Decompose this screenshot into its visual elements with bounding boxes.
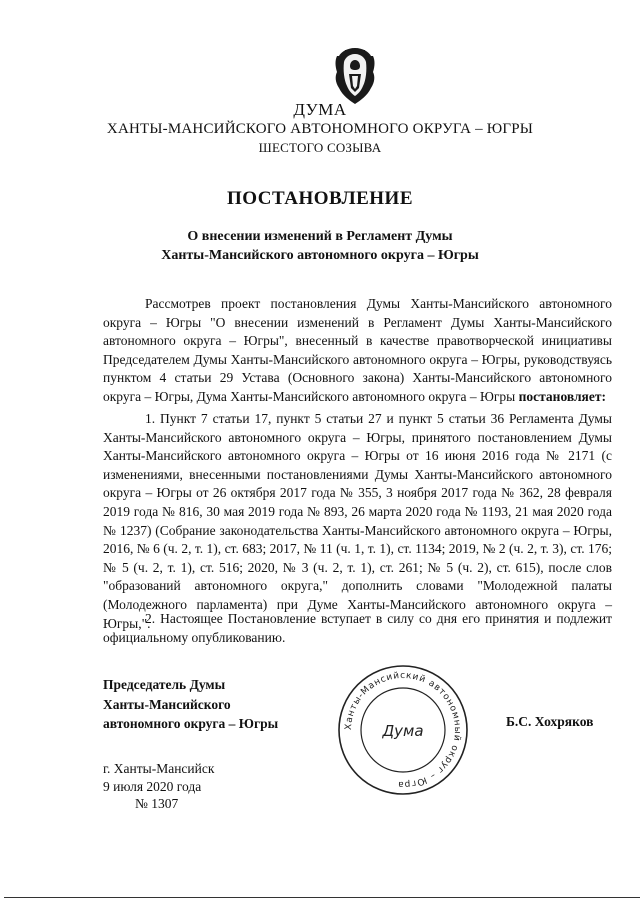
clause-2-paragraph: 2. Настоящее Постановление вступает в силу со дня его принятия и подлежит официальному опубликованию. xyxy=(103,611,612,645)
city: г. Ханты-Мансийск xyxy=(103,761,215,776)
place-date-number xyxy=(103,760,214,813)
resolves-keyword: постановляет: xyxy=(518,388,606,404)
signatory-title-line-2: Ханты-Мансийского xyxy=(103,696,231,712)
convocation: ШЕСТОГО СОЗЫВА xyxy=(258,140,382,155)
official-seal-stamp xyxy=(335,662,471,798)
preamble-paragraph xyxy=(103,295,612,407)
date: 9 июля 2020 года xyxy=(103,778,202,794)
coat-of-arms-emblem xyxy=(331,46,379,106)
signatory-title-line-1: Председатель Думы xyxy=(103,677,226,692)
document-title-line-1: О внесении изменений в Регламент Думы xyxy=(187,229,453,244)
preamble-text: Рассмотрев проект постановления Думы Ханты-Мансийского автономного округа – Югры "О внесении изменений в Регламент Думы Ханты-Мансийского автономного округа – Югры", внесенный в качестве правотворческой инициативы Председателем Думы Ханты-Мансийского автономного округа – Югры, руководствуясь пунктом 4 статьи 29 Устава (Основного закона) Ханты-Мансийского автономного округа – Югры, Дума Ханты-Мансийского автономного округа – Югры xyxy=(103,296,612,404)
org-name-duma: ДУМА xyxy=(293,100,347,119)
org-name-region: ХАНТЫ-МАНСИЙСКОГО АВТОНОМНОГО ОКРУГА – ЮГРЫ xyxy=(106,121,534,137)
signatory-title-line-3: автономного округа – Югры xyxy=(103,716,279,731)
clause-1-paragraph: 1. Пункт 7 статьи 17, пункт 5 статьи 27 и пункт 5 статьи 36 Регламента Думы Ханты-Мансийского автономного округа – Югры, принятого постановлением Думы Ханты-Мансийского автономного округа – Югры от 16 июня 2016 года № 2171 (с изменениями, внесенными постановлениями Думы Ханты-Мансийского автономного округа – Югры от 26 октября 2017 года № 355, 3 ноября 2017 года № 362, 28 февраля 2019 года № 816, 30 мая 2019 года № 893, 26 марта 2020 года № 1193, 21 мая 2020 года № 1237) (Собрание законодательства Ханты-Мансийского автономного округа – Югры, 2016, № 6 (ч. 2, т. 1), ст. 683; 2017, № 11 (ч. 1, т. 1), ст. 1134; 2019, № 2 (ч. 2, т. 3), ст. 176; № 5 (ч. 2, т. 1), ст. 516; 2020, № 3 (ч. 2, т. 1), ст. 261; № 5 (ч. 2), ст. 615), после слов "образований автономного округа," дополнить словами "Молодежной палаты (Молодежного парламента) при Думе Ханты-Мансийского автономного округа – Югры,". xyxy=(103,411,612,631)
seal-center-text: Дума xyxy=(382,722,424,740)
signatory-name: Б.С. Хохряков xyxy=(506,714,594,729)
seal-ring-text: Ханты-Мансийский автономный округ – Югра xyxy=(343,670,463,790)
document-number: № 1307 xyxy=(135,796,179,811)
page-bottom-rule xyxy=(4,897,640,898)
document-type: ПОСТАНОВЛЕНИЕ xyxy=(226,188,414,209)
signatory-title xyxy=(103,675,278,734)
document-title-line-2: Ханты-Мансийского автономного округа – Югры xyxy=(161,248,479,263)
